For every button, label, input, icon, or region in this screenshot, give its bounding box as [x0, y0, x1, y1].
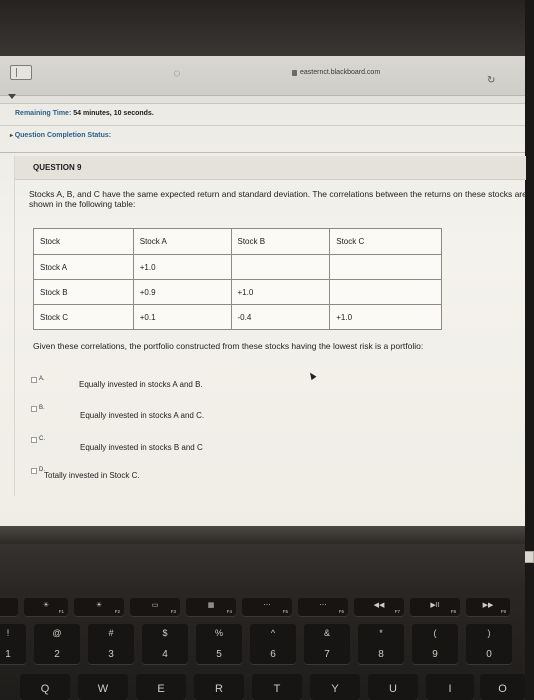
choice-text[interactable]: Equally invested in stocks A and B. [79, 380, 203, 389]
key-glyph: Q [40, 683, 50, 695]
mission-control-icon: ▭ [151, 602, 159, 609]
key-shift-glyph: ( [433, 628, 437, 638]
key-label: F6 [338, 609, 344, 614]
shield-icon[interactable]: ◌ [173, 66, 181, 80]
launchpad-icon: ▦ [207, 602, 215, 609]
key-4 [142, 624, 188, 664]
divider [0, 125, 525, 126]
key-f6 [298, 598, 348, 616]
key-t [252, 674, 302, 700]
radio-button[interactable] [31, 406, 37, 412]
key-f9 [466, 598, 510, 616]
key-label: F5 [282, 609, 288, 614]
key-glyph: W [97, 683, 109, 695]
question-prompt: Given these correlations, the portfolio constructed from these stocks having the lowest risk is a portfolio: [33, 341, 424, 351]
key-glyph: U [389, 683, 397, 695]
key-label: F2 [114, 609, 120, 614]
key-shift-glyph: # [108, 628, 114, 638]
choice-letter: B. [39, 405, 45, 411]
lock-icon [292, 70, 297, 76]
key-9 [412, 624, 458, 664]
key-shift-glyph: ^ [270, 628, 276, 638]
key-glyph: 7 [324, 649, 330, 660]
key-f7 [354, 598, 404, 616]
key-0 [466, 624, 512, 664]
address-bar[interactable]: easternct.blackboard.com [300, 69, 381, 76]
radio-button[interactable] [31, 377, 37, 383]
choice-letter: A. [39, 376, 45, 382]
question-panel [14, 156, 525, 496]
key-o [480, 674, 525, 700]
table-row [34, 255, 442, 280]
key-glyph: 1 [5, 649, 11, 660]
browser-toolbar [0, 56, 525, 96]
table-cell [330, 255, 442, 280]
choice-letter: C. [39, 436, 45, 442]
key-glyph: O [498, 683, 507, 695]
brightness-down-icon: ☀ [42, 602, 50, 609]
question-completion-status[interactable]: ▸ Question Completion Status: [10, 132, 111, 139]
key-label: F4 [226, 609, 232, 614]
key-u [368, 674, 418, 700]
key-f5 [242, 598, 292, 616]
remaining-time [15, 110, 154, 117]
question-header [15, 156, 526, 180]
key-shift-glyph: $ [162, 628, 168, 638]
key-shift-glyph: & [323, 628, 330, 638]
key-label: F8 [450, 609, 456, 614]
table-header-cell: Stock [34, 229, 134, 255]
key-7 [304, 624, 350, 664]
table-cell: Stock B [34, 280, 134, 305]
laptop-bezel [0, 0, 525, 58]
table-cell: +0.9 [133, 280, 231, 305]
key-label: F1 [58, 609, 64, 614]
question-text: Stocks A, B, and C have the same expected return and standard deviation. The correlations between the returns on these stocks are shown in the following table: [29, 189, 527, 209]
table-cell: -0.4 [231, 305, 330, 330]
key-glyph: 2 [54, 649, 60, 660]
tab-strip [0, 96, 525, 104]
key-glyph: R [215, 683, 223, 695]
key-5 [196, 624, 242, 664]
choice-text[interactable]: Equally invested in stocks B and C [80, 443, 203, 452]
keyboard-light-up-icon: ⋯ [319, 602, 327, 609]
key-w [78, 674, 128, 700]
table-cell: +1.0 [330, 305, 442, 330]
divider [0, 152, 525, 153]
key-glyph: 9 [432, 649, 438, 660]
laptop-screen [0, 56, 525, 526]
key-glyph: 5 [216, 649, 222, 660]
table-header-row [34, 229, 442, 255]
key-label: F3 [170, 609, 176, 614]
key-q [20, 674, 70, 700]
table-cell: Stock A [34, 255, 134, 280]
key-e [136, 674, 186, 700]
table-cell [231, 255, 330, 280]
table-row [34, 305, 442, 330]
key-glyph: 3 [108, 649, 114, 660]
key-f2 [74, 598, 124, 616]
table-cell: Stock C [34, 305, 134, 330]
key-y [310, 674, 360, 700]
escape-key [0, 598, 18, 616]
key-shift-glyph: ! [6, 628, 10, 638]
play-pause-icon: ▶II [430, 602, 440, 609]
key-glyph: Y [331, 683, 339, 695]
table-cell: +1.0 [133, 255, 231, 280]
table-header-cell: Stock A [133, 229, 231, 255]
key-label: F7 [394, 609, 400, 614]
key-label: F9 [500, 609, 506, 614]
key-glyph: I [448, 683, 452, 695]
laptop-hinge [0, 526, 525, 544]
table-cell: +1.0 [231, 280, 330, 305]
key-glyph: E [157, 683, 165, 695]
radio-button[interactable] [31, 468, 37, 474]
key-glyph: 4 [162, 649, 168, 660]
choice-text[interactable]: Equally invested in stocks A and C. [80, 411, 205, 420]
table-header-cell: Stock B [231, 229, 330, 255]
correlation-table [33, 228, 442, 330]
key-f4 [186, 598, 236, 616]
keyboard-light-down-icon: ⋯ [263, 602, 271, 609]
choice-letter: D. [39, 467, 45, 473]
fast-forward-icon: ▶▶ [482, 602, 494, 609]
table-row [34, 280, 442, 305]
remaining-time-label: Remaining Time: [15, 110, 72, 117]
brightness-up-icon: ☀ [95, 602, 103, 609]
rewind-icon: ◀◀ [373, 602, 385, 609]
key-3 [88, 624, 134, 664]
key-shift-glyph: ) [487, 628, 491, 638]
table-cell [330, 280, 442, 305]
key-shift-glyph: % [214, 628, 223, 638]
choice-text[interactable]: Totally invested in Stock C. [44, 471, 140, 480]
key-glyph: 6 [270, 649, 276, 660]
question-title: QUESTION 9 [33, 163, 82, 172]
key-glyph: 0 [486, 649, 492, 660]
reload-icon[interactable]: ↻ [487, 75, 496, 86]
key-6 [250, 624, 296, 664]
key-1 [0, 624, 26, 664]
table-cell: +0.1 [133, 305, 231, 330]
sidebar-toggle-icon[interactable] [10, 65, 32, 80]
table-header-cell: Stock C [330, 229, 442, 255]
key-2 [34, 624, 80, 664]
radio-button[interactable] [31, 437, 37, 443]
key-glyph: T [273, 683, 281, 695]
key-shift-glyph: @ [52, 628, 62, 638]
key-f8 [410, 598, 460, 616]
remaining-time-value: 54 minutes, 10 seconds. [73, 110, 154, 117]
key-f1 [24, 598, 68, 616]
key-shift-glyph: * [379, 628, 383, 638]
key-r [194, 674, 244, 700]
key-i [426, 674, 474, 700]
key-8 [358, 624, 404, 664]
key-glyph: 8 [378, 649, 384, 660]
key-f3 [130, 598, 180, 616]
